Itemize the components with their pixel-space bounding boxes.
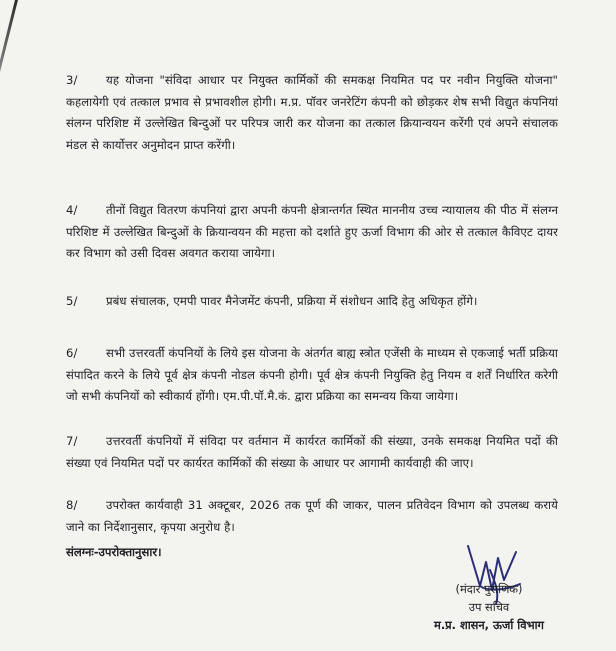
paragraph-5 [66,291,558,313]
paragraph-8 [66,495,558,538]
enclosure-note: संलग्नः-उपरोक्तानुसार। [66,545,162,559]
paragraph-number: 6/ [66,346,78,360]
paragraph-6 [66,343,558,408]
paragraph-text: सभी उत्तरवर्ती कंपनियों के लिये इस योजना के अंतर्गत बाह्य स्त्रोत एजेंसी के माध्यम से एकजाई भर्ती प्रक्रिया संपादित करने के लिये पूर्व क्षेत्र कंपनी नोडल कंपनी होगी। पूर्व क्षेत्र कंपनी नियुक्ति हेतु नियम व शर्तें निर्धारित करेगी जो सभी कंपनियों को स्वीकार्य होंगी। एम.पी.पॉ.मै.कं. द्वारा प्रक्रिया का समन्वय किया जायेगा। [66,346,558,403]
signature-block [414,580,564,634]
paragraph-number: 5/ [66,294,78,308]
signatory-department: म.प्र. शासन, ऊर्जा विभाग [434,618,544,632]
paragraph-number: 3/ [66,73,78,87]
paragraph-text: उपरोक्त कार्यवाही 31 अक्टूबर, 2026 तक पूर्ण की जाकर, पालन प्रतिवेदन विभाग को उपलब्ध कराये जाने का निर्देशानुसार, कृपया अनुरोध है। [66,498,558,534]
paragraph-text: प्रबंध संचालक, एमपी पावर मैनेजमेंट कंपनी, प्रक्रिया में संशोधन आदि हेतु अधिकृत होंगे। [106,294,478,308]
paragraph-text: उत्तरवर्ती कंपनियों में संविदा पर वर्तमान में कार्यरत कार्मिकों की संख्या, उनके समकक्ष नियमित पदों की संख्या एवं नियमित पदों पर कार्यरत कार्मिकों की संख्या के आधार पर आगामी कार्यवाही की जाए। [66,434,558,470]
paragraph-4 [66,200,558,265]
paragraph-7 [66,431,558,474]
paragraph-text: तीनों विद्युत वितरण कंपनियां द्वारा अपनी कंपनी क्षेत्रान्तर्गत स्थित माननीय उच्च न्यायालय की पीठ में संलग्न परिशिष्ट में उल्लेखित बिन्दुओं के क्रियान्वयन की महत्ता को दर्शाते हुए ऊर्जा विभाग की ओर से तत्काल कैविएट दायर कर विभाग को उसी दिवस अवगत कराया जायेगा। [66,203,558,260]
signatory-name: (मंदार पुराणिक) [455,582,523,596]
signatory-designation: उप सचिव [468,600,510,614]
scan-edge-mark [0,0,18,72]
paragraph-number: 8/ [66,498,78,512]
paragraph-text: यह योजना "संविदा आधार पर नियुक्त कार्मिकों की समकक्ष नियमित पद पर नवीन नियुक्ति योजना" कहलायेगी एवं तत्काल प्रभाव से प्रभावशील होगी। म.प्र. पॉवर जनरेटिंग कंपनी को छोड़कर शेष सभी विद्युत कंपनियां संलग्न परिशिष्ट में उल्लेखित बिन्दुओं पर परिपत्र जारी कर योजना का तत्काल क्रियान्वयन करेंगी एवं अपने संचालक मंडल से कार्योत्तर अनुमोदन प्राप्त करेंगी। [66,73,558,152]
paragraph-number: 4/ [66,203,78,217]
paragraph-3 [66,70,558,156]
paragraph-number: 7/ [66,434,78,448]
